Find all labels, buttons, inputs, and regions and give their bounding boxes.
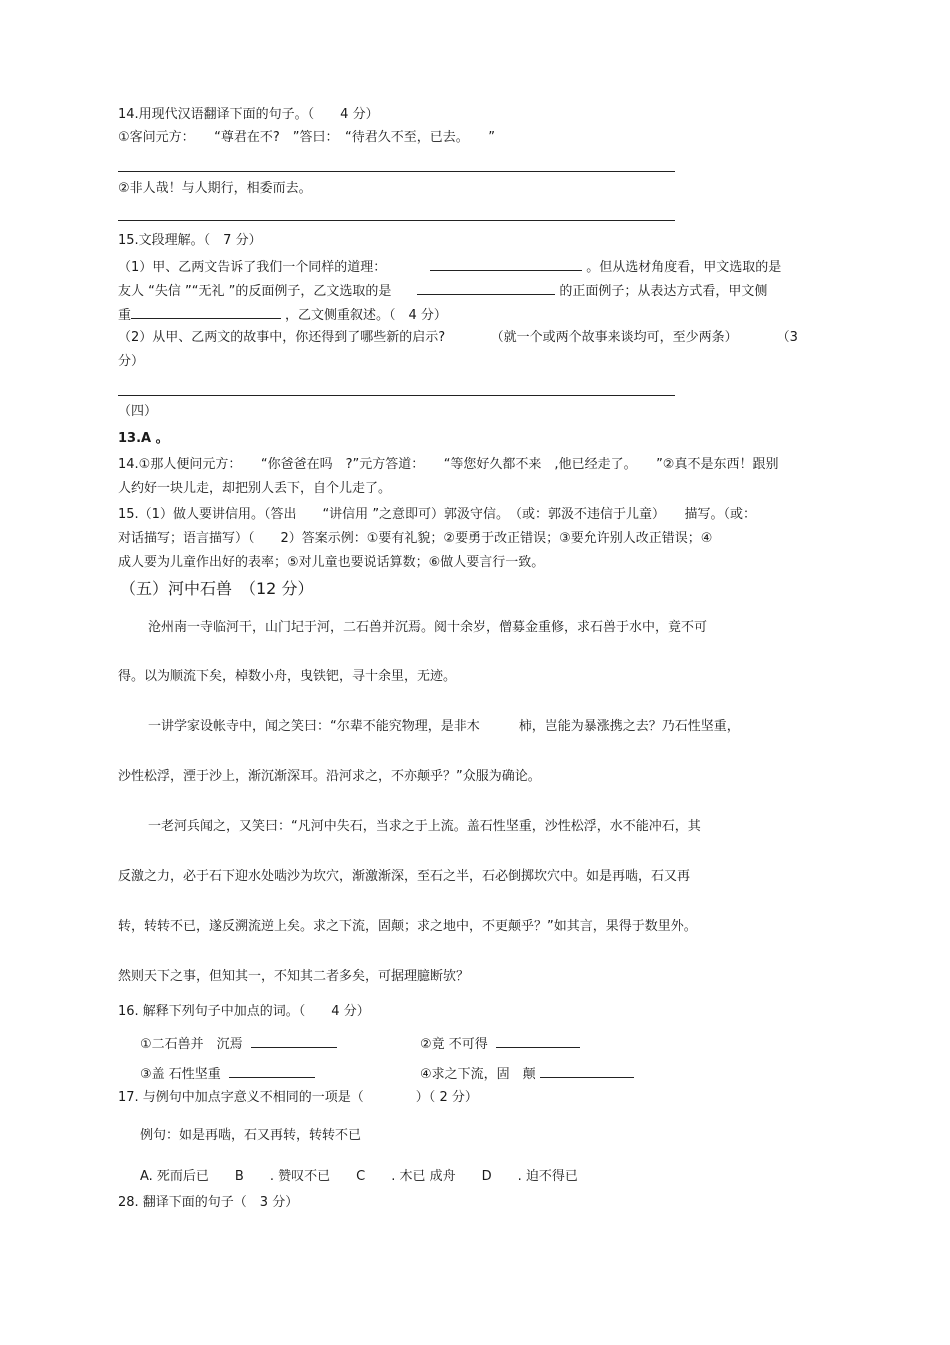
passage-line: 然则天下之事，但知其一，不知其二者多矣，可据理臆断欤？ xyxy=(118,969,470,984)
q16-item-2-text: ②竟 不可得 xyxy=(420,1037,488,1052)
q16-item-1 xyxy=(140,1033,337,1054)
answer-15-line-2: 对话描写；语言描写）（ 2）答案示例：①要有礼貌；②要勇于改正错误；③要允许别人改正错误；④ xyxy=(118,531,713,546)
q17-example: 例句：如是再啮，石又再转，转转不已 xyxy=(140,1128,362,1143)
q16-item-4-text: ④求之下流，固 颠 xyxy=(420,1067,536,1082)
fill-blank[interactable] xyxy=(229,1063,315,1078)
q15-line-2-b: 的正面例子；从表达方式看，甲文侧 xyxy=(559,284,768,299)
q16-item-2 xyxy=(420,1033,580,1054)
fill-blank[interactable] xyxy=(540,1063,634,1078)
fill-blank[interactable] xyxy=(430,256,582,271)
passage-line: 转，转转不已，遂反溯流逆上矣。求之下流，固颠；求之地中，不更颠乎？”如其言，果得于数里外。 xyxy=(118,919,697,934)
q15-title: 15.文段理解。（ 7 分） xyxy=(118,233,262,248)
q16-item-3 xyxy=(140,1063,315,1084)
q17-options: A. 死而后已 B . 赞叹不已 C . 木已 成舟 D . 迫不得已 xyxy=(140,1169,578,1184)
q15-line-2 xyxy=(118,280,767,301)
section-5-heading: （五）河中石兽 （12 分） xyxy=(120,579,314,598)
answer-line xyxy=(118,395,675,396)
passage-line: 得。以为顺流下矣，棹数小舟，曳铁钯，寻十余里，无迹。 xyxy=(118,669,457,684)
fill-blank[interactable] xyxy=(131,304,281,319)
answer-line xyxy=(118,171,675,172)
answer-15-line-1: 15.（1）做人要讲信用。（答出 “讲信用 ”之意即可）郭汲守信。 （或：郭汲不违信于儿童） 描写。（或： xyxy=(118,507,757,522)
q16-item-4 xyxy=(420,1063,634,1084)
q14-title: 14.用现代汉语翻译下面的句子。（ 4 分） xyxy=(118,107,379,122)
answer-line xyxy=(118,220,675,221)
q15-line-5: 分） xyxy=(118,354,145,369)
q15-line-4: （2）从甲、乙两文的故事中，你还得到了哪些新的启示? （就一个或两个故事来谈均可，至少两条） （3 xyxy=(118,330,798,345)
q15-line-2-a: 友人 “失信 ”“无礼 ”的反面例子，乙文选取的是 xyxy=(118,284,392,299)
passage-line: 一老河兵闻之，又笑曰：“凡河中失石，当求之于上流。盖石性坚重，沙性松浮，水不能冲石，其 xyxy=(148,819,701,834)
q16-item-3-text: ③盖 石性坚重 xyxy=(140,1067,221,1082)
passage-line: 一讲学家设帐寺中，闻之笑曰：“尔辈不能究物理，是非木 柿，岂能为暴涨携之去？乃石性坚重， xyxy=(148,719,740,734)
q17-title: 17. 与例句中加点字意义不相同的一项是（ ）（ 2 分） xyxy=(118,1090,478,1105)
q15-line-1 xyxy=(118,256,781,277)
fill-blank[interactable] xyxy=(496,1033,580,1048)
section-4-label: （四） xyxy=(118,404,158,419)
q15-line-3-a: 重 xyxy=(118,308,132,323)
q15-line-3 xyxy=(118,304,447,325)
answer-14-line-1: 14.①那人便问元方： “你爸爸在吗 ?”元方答道： “等您好久都不来 ,他已经走了。 ”②真不是东西！跟别 xyxy=(118,457,779,472)
q15-line-1-b: 。但从选材角度看，甲文选取的是 xyxy=(586,260,782,275)
fill-blank[interactable] xyxy=(417,280,555,295)
answer-15-line-3: 成人要为儿童作出好的表率；⑤对儿童也要说话算数；⑥做人要言行一致。 xyxy=(118,555,545,570)
fill-blank[interactable] xyxy=(251,1033,337,1048)
q16-title: 16. 解释下列句子中加点的词。（ 4 分） xyxy=(118,1004,370,1019)
q14-sentence-2: ②非人哉！与人期行，相委而去。 xyxy=(118,181,312,196)
answer-14-line-2: 人约好一块儿走，却把别人丢下，自个儿走了。 xyxy=(118,481,392,496)
q15-line-3-b: ，乙文侧重叙述。（ 4 分） xyxy=(285,308,447,323)
passage-line: 沧州南一寺临河干，山门圮于河，二石兽并沉焉。阅十余岁，僧募金重修，求石兽于水中，竟不可 xyxy=(148,620,708,635)
passage-line: 反激之力，必于石下迎水处啮沙为坎穴，渐激渐深，至石之半，石必倒掷坎穴中。如是再啮，石又再 xyxy=(118,869,691,884)
answer-13: 13.A 。 xyxy=(118,431,169,446)
q15-line-1-a: （1）甲、乙两文告诉了我们一个同样的道理： xyxy=(118,260,387,275)
q16-item-1-text: ①二石兽并 沉焉 xyxy=(140,1037,243,1052)
q14-sentence-1: ①客问元方： “尊君在不? ”答曰： “待君久不至，已去。 ” xyxy=(118,130,495,145)
q28-title: 28. 翻译下面的句子（ 3 分） xyxy=(118,1195,299,1210)
passage-line: 沙性松浮，湮于沙上，渐沉渐深耳。沿河求之，不亦颠乎？”众服为确论。 xyxy=(118,769,541,784)
